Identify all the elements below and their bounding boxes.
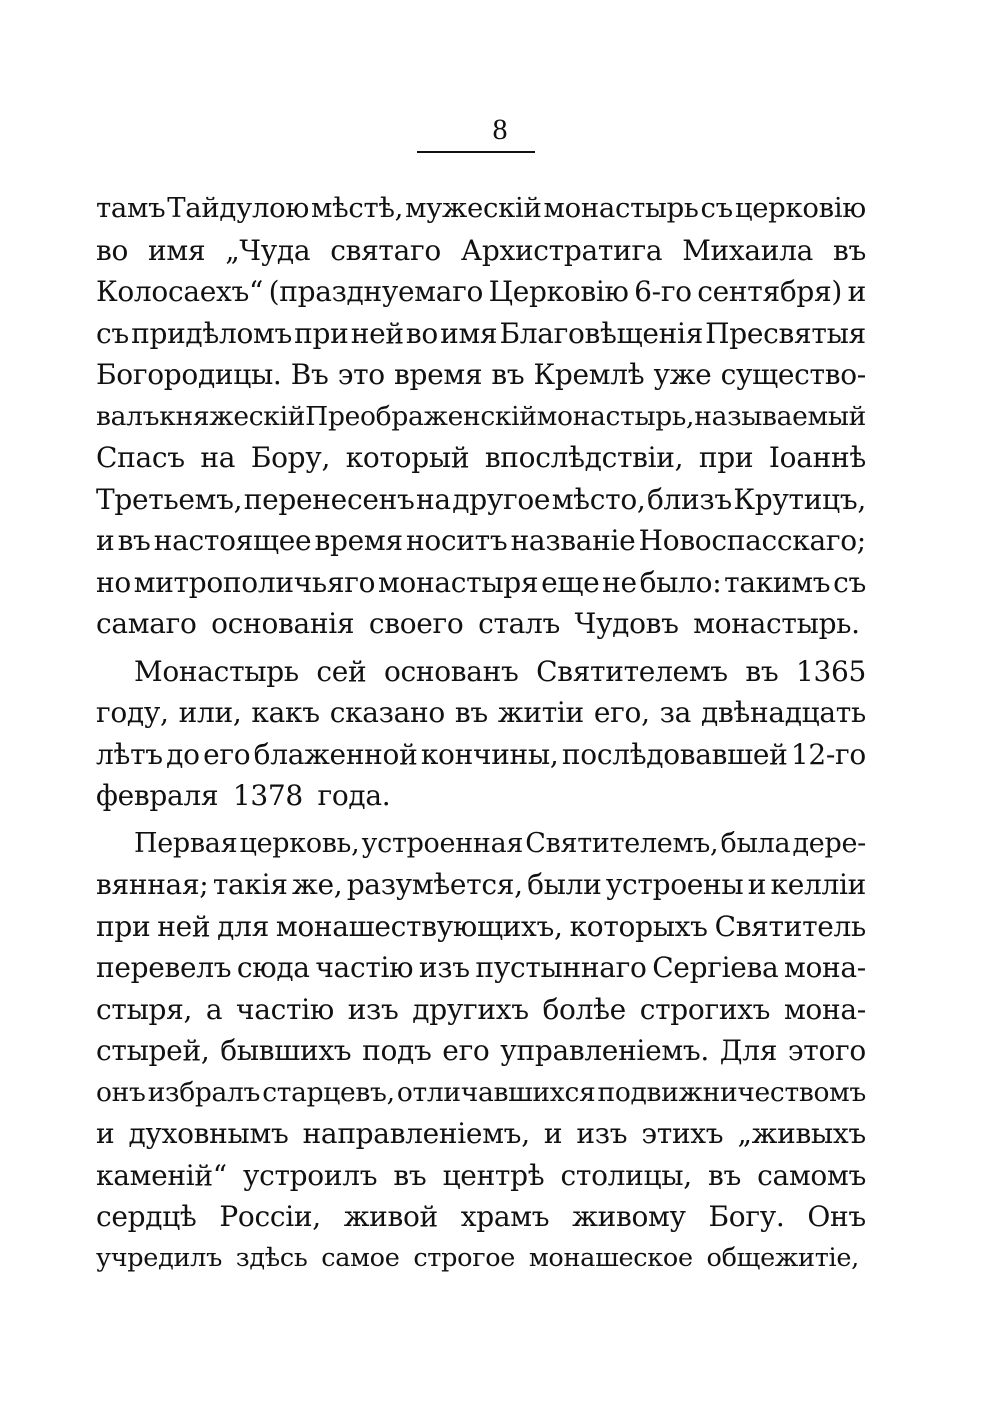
text-line: во имя „Чуда святаго Архистратига Михаила въ [96, 233, 866, 267]
text-line: Первая церковь, устроенная Святителемъ, была дере- [134, 827, 866, 859]
text-line: тамъ Тайдулою мѣстѣ, мужескій монастырь съ церковію [96, 192, 866, 224]
text-line: Колосаехъ“ (празднуемаго Церковію 6-го сентября) и [96, 275, 866, 308]
paragraph-1 [96, 188, 866, 645]
text-line: Спасъ на Бору, который впослѣдствіи, при Іоаннѣ [96, 441, 866, 474]
text-line: стырей, бывшихъ подъ его управленіемъ. Для этого [96, 1034, 866, 1067]
header-rule [417, 151, 535, 153]
text-line: и духовнымъ направленіемъ, и изъ этихъ „живыхъ [96, 1117, 866, 1150]
text-line: съ придѣломъ при ней во имя Благовѣщенія Пресвятыя [96, 316, 866, 350]
text-line: сердцѣ Россіи, живой храмъ живому Богу. Онъ [96, 1200, 866, 1233]
text-line: валъ княжескій Преображенскій монастырь, называемый [96, 400, 866, 432]
body-text [96, 188, 866, 1279]
paragraph-3 [96, 823, 866, 1280]
text-line: году, или, какъ сказано въ житіи его, за двѣнадцать [96, 696, 866, 729]
text-line: стыря, а частію изъ другихъ болѣе строгихъ мона- [96, 992, 866, 1026]
text-line: вянная; такія же, разумѣется, были устроены и келліи [96, 868, 866, 901]
text-line: Третьемъ, перенесенъ на другое мѣсто, близъ Крутицъ, [96, 482, 866, 516]
text-line: перевелъ сюда частію изъ пустыннаго Сергіева мона- [96, 951, 866, 984]
paragraph-2 [96, 651, 866, 817]
text-line: и въ настоящее время носитъ названіе Новоспасскаго; [96, 524, 866, 557]
text-line: онъ избралъ старцевъ, отличавшихся подвижничествомъ [96, 1076, 866, 1108]
text-line: при ней для монашествующихъ, которыхъ Святитель [96, 909, 866, 943]
text-line: учредилъ здѣсь самое строгое монашеское общежитіе, [96, 1242, 859, 1273]
text-line: лѣтъ до его блаженной кончины, послѣдовавшей 12-го [96, 737, 866, 771]
text-line: каменій“ устроилъ въ центрѣ столицы, въ самомъ [96, 1158, 866, 1192]
text-line: февраля 1378 года. [96, 779, 391, 812]
text-line: но митрополичьяго монастыря еще не было: такимъ съ [96, 565, 866, 599]
text-line: Богородицы. Въ это время въ Кремлѣ уже существо- [96, 358, 866, 391]
text-line: Монастырь сей основанъ Святителемъ въ 1365 [134, 654, 866, 688]
text-line: самаго основанія своего сталъ Чудовъ монастырь. [96, 607, 860, 640]
page-number: 8 [492, 113, 508, 146]
